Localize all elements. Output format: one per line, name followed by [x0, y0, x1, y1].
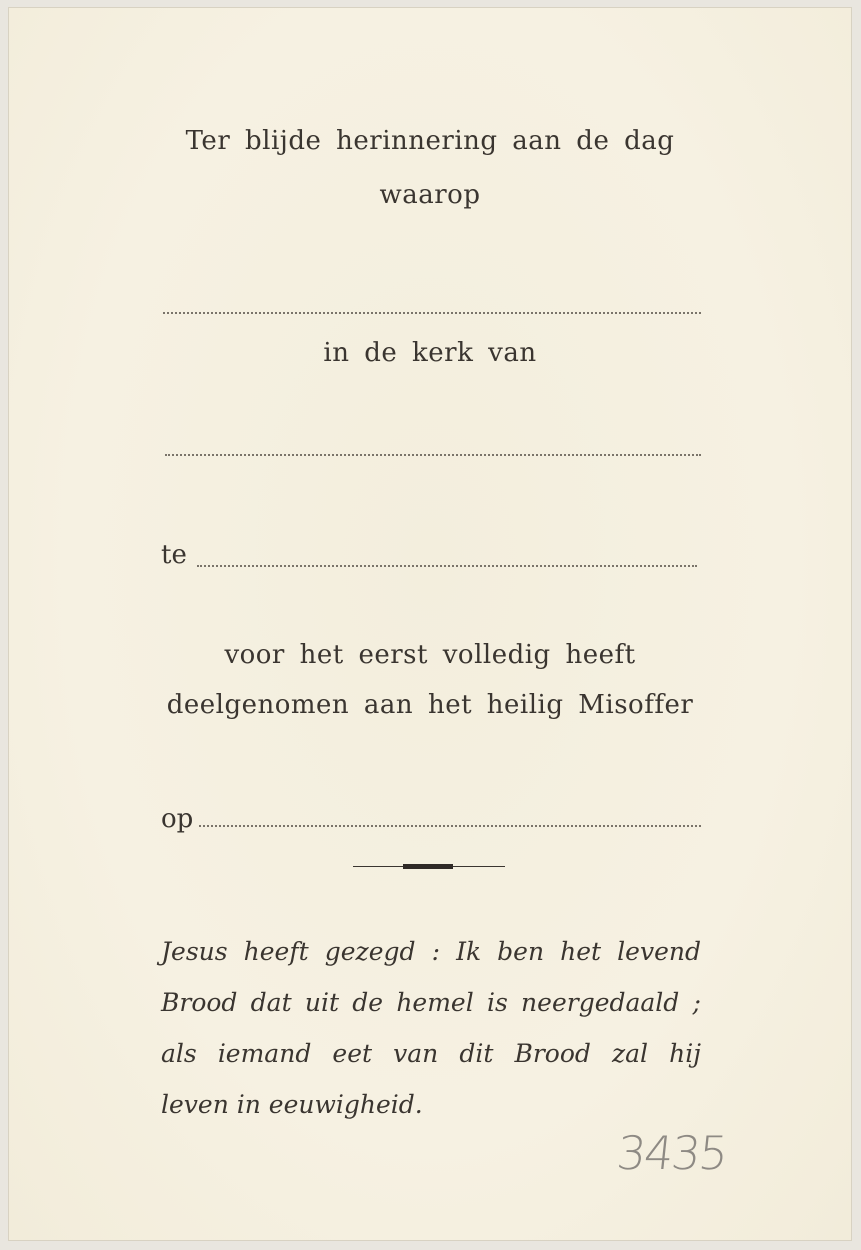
verse-line: als iemand eet van dit Brood zal hij — [161, 1039, 701, 1068]
verse-line: leven in eeuwigheid. — [161, 1090, 423, 1119]
church-fill-line[interactable] — [165, 454, 701, 456]
divider-ornament — [353, 864, 505, 870]
verse-line: Brood dat uit de hemel is neergedaald ; — [161, 988, 701, 1017]
divider-rule-left — [353, 866, 403, 867]
heading-line-2: waarop — [379, 180, 481, 210]
divider-center-bar — [403, 864, 453, 869]
bible-verse — [161, 926, 701, 1130]
communion-line-1: voor het eerst volledig heeft — [224, 640, 636, 670]
verse-line: Jesus heeft gezegd : Ik ben het levend — [161, 937, 701, 966]
heading-line-1: Ter blijde herinnering aan de dag — [185, 126, 675, 156]
name-fill-line[interactable] — [163, 312, 701, 314]
communion-line-2: deelgenomen aan het heilig Misoffer — [166, 690, 694, 720]
date-label: op — [161, 804, 194, 834]
place-label: te — [161, 540, 187, 570]
place-fill-line[interactable] — [197, 565, 697, 567]
divider-rule-right — [453, 866, 505, 867]
commemoration-card — [9, 8, 851, 1240]
archive-number: 3435 — [614, 1126, 729, 1180]
date-fill-line[interactable] — [199, 825, 701, 827]
church-label: in de kerk van — [323, 338, 537, 368]
